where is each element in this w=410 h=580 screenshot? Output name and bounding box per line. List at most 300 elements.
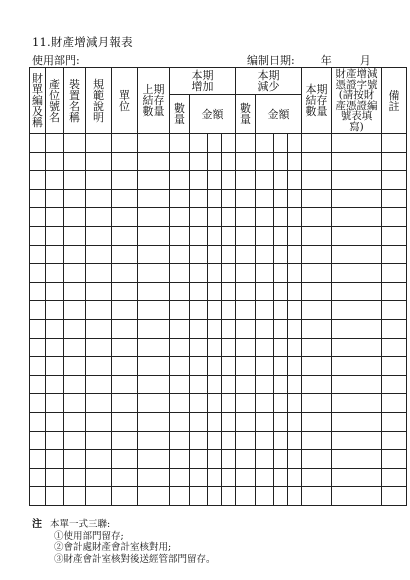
table-cell[interactable]	[190, 394, 208, 413]
table-cell[interactable]	[332, 468, 382, 487]
table-cell[interactable]	[138, 134, 170, 153]
table-cell[interactable]	[138, 431, 170, 450]
table-cell[interactable]	[138, 189, 170, 208]
table-cell[interactable]	[64, 301, 86, 320]
table-cell[interactable]	[112, 319, 138, 338]
table-cell[interactable]	[302, 264, 332, 283]
table-cell[interactable]	[46, 357, 64, 376]
table-cell[interactable]	[64, 450, 86, 469]
table-cell[interactable]	[46, 264, 64, 283]
table-cell[interactable]	[236, 319, 256, 338]
table-cell[interactable]	[208, 171, 222, 190]
table-cell[interactable]	[30, 301, 46, 320]
table-cell[interactable]	[86, 152, 112, 171]
table-cell[interactable]	[236, 375, 256, 394]
table-cell[interactable]	[382, 338, 407, 357]
table-cell[interactable]	[86, 171, 112, 190]
table-cell[interactable]	[46, 226, 64, 245]
table-cell[interactable]	[170, 468, 190, 487]
table-cell[interactable]	[236, 468, 256, 487]
table-cell[interactable]	[64, 264, 86, 283]
table-cell[interactable]	[302, 450, 332, 469]
table-cell[interactable]	[302, 152, 332, 171]
table-cell[interactable]	[332, 394, 382, 413]
table-cell[interactable]	[138, 375, 170, 394]
table-cell[interactable]	[288, 134, 302, 153]
table-cell[interactable]	[302, 394, 332, 413]
table-cell[interactable]	[170, 226, 190, 245]
table-cell[interactable]	[274, 375, 288, 394]
table-cell[interactable]	[288, 412, 302, 431]
table-cell[interactable]	[30, 487, 46, 506]
table-cell[interactable]	[138, 264, 170, 283]
table-cell[interactable]	[222, 301, 236, 320]
table-cell[interactable]	[288, 468, 302, 487]
table-cell[interactable]	[208, 264, 222, 283]
table-cell[interactable]	[46, 338, 64, 357]
table-cell[interactable]	[236, 338, 256, 357]
table-cell[interactable]	[138, 357, 170, 376]
table-cell[interactable]	[208, 338, 222, 357]
table-cell[interactable]	[86, 394, 112, 413]
table-cell[interactable]	[64, 245, 86, 264]
table-cell[interactable]	[112, 301, 138, 320]
table-cell[interactable]	[332, 134, 382, 153]
table-cell[interactable]	[46, 394, 64, 413]
table-cell[interactable]	[382, 412, 407, 431]
table-cell[interactable]	[64, 375, 86, 394]
table-cell[interactable]	[30, 152, 46, 171]
table-cell[interactable]	[256, 226, 274, 245]
table-cell[interactable]	[112, 468, 138, 487]
table-cell[interactable]	[30, 171, 46, 190]
table-cell[interactable]	[332, 412, 382, 431]
table-cell[interactable]	[46, 171, 64, 190]
table-cell[interactable]	[208, 245, 222, 264]
table-cell[interactable]	[30, 245, 46, 264]
table-cell[interactable]	[86, 208, 112, 227]
table-cell[interactable]	[30, 189, 46, 208]
table-cell[interactable]	[30, 375, 46, 394]
table-cell[interactable]	[170, 394, 190, 413]
table-cell[interactable]	[86, 264, 112, 283]
table-cell[interactable]	[30, 431, 46, 450]
table-cell[interactable]	[274, 431, 288, 450]
table-cell[interactable]	[208, 189, 222, 208]
table-cell[interactable]	[288, 375, 302, 394]
table-cell[interactable]	[170, 412, 190, 431]
table-cell[interactable]	[190, 319, 208, 338]
table-cell[interactable]	[86, 431, 112, 450]
table-cell[interactable]	[86, 245, 112, 264]
table-cell[interactable]	[30, 264, 46, 283]
table-cell[interactable]	[138, 301, 170, 320]
table-cell[interactable]	[170, 357, 190, 376]
table-cell[interactable]	[288, 264, 302, 283]
table-cell[interactable]	[46, 189, 64, 208]
table-cell[interactable]	[274, 226, 288, 245]
table-cell[interactable]	[64, 338, 86, 357]
table-cell[interactable]	[208, 394, 222, 413]
table-cell[interactable]	[138, 319, 170, 338]
table-cell[interactable]	[302, 487, 332, 506]
table-cell[interactable]	[138, 152, 170, 171]
table-cell[interactable]	[64, 357, 86, 376]
table-cell[interactable]	[170, 282, 190, 301]
table-cell[interactable]	[302, 301, 332, 320]
table-cell[interactable]	[236, 208, 256, 227]
table-cell[interactable]	[382, 208, 407, 227]
table-cell[interactable]	[46, 152, 64, 171]
table-cell[interactable]	[222, 394, 236, 413]
table-cell[interactable]	[64, 208, 86, 227]
table-cell[interactable]	[288, 431, 302, 450]
table-cell[interactable]	[190, 487, 208, 506]
table-cell[interactable]	[288, 319, 302, 338]
table-cell[interactable]	[222, 487, 236, 506]
table-cell[interactable]	[288, 301, 302, 320]
table-cell[interactable]	[236, 152, 256, 171]
table-cell[interactable]	[274, 282, 288, 301]
table-cell[interactable]	[46, 431, 64, 450]
table-cell[interactable]	[46, 319, 64, 338]
table-cell[interactable]	[138, 226, 170, 245]
table-cell[interactable]	[256, 412, 274, 431]
table-cell[interactable]	[302, 208, 332, 227]
table-cell[interactable]	[222, 171, 236, 190]
table-cell[interactable]	[208, 468, 222, 487]
table-cell[interactable]	[256, 357, 274, 376]
table-cell[interactable]	[382, 357, 407, 376]
table-cell[interactable]	[332, 301, 382, 320]
table-cell[interactable]	[170, 375, 190, 394]
table-cell[interactable]	[382, 394, 407, 413]
table-cell[interactable]	[170, 301, 190, 320]
table-cell[interactable]	[256, 301, 274, 320]
table-cell[interactable]	[170, 450, 190, 469]
table-cell[interactable]	[64, 189, 86, 208]
table-cell[interactable]	[382, 431, 407, 450]
table-cell[interactable]	[170, 171, 190, 190]
table-cell[interactable]	[208, 319, 222, 338]
table-cell[interactable]	[236, 171, 256, 190]
table-cell[interactable]	[332, 487, 382, 506]
table-cell[interactable]	[30, 226, 46, 245]
table-cell[interactable]	[64, 134, 86, 153]
table-cell[interactable]	[236, 245, 256, 264]
table-cell[interactable]	[208, 487, 222, 506]
table-cell[interactable]	[236, 450, 256, 469]
table-cell[interactable]	[138, 208, 170, 227]
table-cell[interactable]	[112, 226, 138, 245]
table-cell[interactable]	[256, 264, 274, 283]
table-cell[interactable]	[288, 357, 302, 376]
table-cell[interactable]	[382, 487, 407, 506]
table-cell[interactable]	[170, 152, 190, 171]
table-cell[interactable]	[112, 208, 138, 227]
table-cell[interactable]	[64, 152, 86, 171]
table-cell[interactable]	[86, 412, 112, 431]
table-cell[interactable]	[222, 468, 236, 487]
table-cell[interactable]	[30, 282, 46, 301]
table-cell[interactable]	[86, 319, 112, 338]
table-cell[interactable]	[112, 134, 138, 153]
table-cell[interactable]	[190, 134, 208, 153]
table-cell[interactable]	[86, 282, 112, 301]
table-cell[interactable]	[236, 134, 256, 153]
table-cell[interactable]	[138, 412, 170, 431]
table-cell[interactable]	[222, 375, 236, 394]
table-cell[interactable]	[170, 431, 190, 450]
table-cell[interactable]	[288, 171, 302, 190]
table-cell[interactable]	[112, 431, 138, 450]
table-cell[interactable]	[190, 450, 208, 469]
table-cell[interactable]	[64, 487, 86, 506]
table-cell[interactable]	[64, 226, 86, 245]
table-cell[interactable]	[288, 226, 302, 245]
table-cell[interactable]	[256, 431, 274, 450]
table-cell[interactable]	[288, 338, 302, 357]
table-cell[interactable]	[190, 301, 208, 320]
table-cell[interactable]	[256, 189, 274, 208]
table-cell[interactable]	[190, 375, 208, 394]
table-cell[interactable]	[382, 282, 407, 301]
table-cell[interactable]	[170, 134, 190, 153]
table-cell[interactable]	[302, 412, 332, 431]
table-cell[interactable]	[190, 264, 208, 283]
table-cell[interactable]	[302, 468, 332, 487]
table-cell[interactable]	[64, 394, 86, 413]
table-cell[interactable]	[86, 468, 112, 487]
table-cell[interactable]	[256, 245, 274, 264]
table-cell[interactable]	[190, 171, 208, 190]
table-cell[interactable]	[222, 357, 236, 376]
table-cell[interactable]	[190, 338, 208, 357]
table-cell[interactable]	[208, 134, 222, 153]
table-cell[interactable]	[46, 134, 64, 153]
table-cell[interactable]	[190, 189, 208, 208]
table-cell[interactable]	[332, 338, 382, 357]
table-cell[interactable]	[138, 245, 170, 264]
table-cell[interactable]	[222, 134, 236, 153]
table-cell[interactable]	[332, 357, 382, 376]
table-cell[interactable]	[112, 375, 138, 394]
table-cell[interactable]	[332, 282, 382, 301]
table-cell[interactable]	[302, 319, 332, 338]
table-cell[interactable]	[222, 319, 236, 338]
table-cell[interactable]	[274, 301, 288, 320]
table-cell[interactable]	[332, 375, 382, 394]
table-cell[interactable]	[170, 245, 190, 264]
table-cell[interactable]	[208, 282, 222, 301]
table-cell[interactable]	[222, 282, 236, 301]
table-cell[interactable]	[274, 412, 288, 431]
table-cell[interactable]	[138, 338, 170, 357]
table-cell[interactable]	[274, 357, 288, 376]
table-cell[interactable]	[112, 412, 138, 431]
table-cell[interactable]	[302, 431, 332, 450]
table-cell[interactable]	[46, 487, 64, 506]
table-cell[interactable]	[138, 394, 170, 413]
table-cell[interactable]	[222, 338, 236, 357]
table-cell[interactable]	[236, 301, 256, 320]
table-cell[interactable]	[170, 338, 190, 357]
table-cell[interactable]	[30, 357, 46, 376]
table-cell[interactable]	[30, 134, 46, 153]
table-cell[interactable]	[86, 487, 112, 506]
table-cell[interactable]	[222, 208, 236, 227]
table-cell[interactable]	[170, 264, 190, 283]
table-cell[interactable]	[46, 412, 64, 431]
table-cell[interactable]	[236, 394, 256, 413]
table-cell[interactable]	[112, 282, 138, 301]
table-cell[interactable]	[302, 245, 332, 264]
table-cell[interactable]	[112, 171, 138, 190]
table-cell[interactable]	[274, 264, 288, 283]
table-cell[interactable]	[30, 208, 46, 227]
table-cell[interactable]	[86, 375, 112, 394]
table-cell[interactable]	[256, 338, 274, 357]
table-cell[interactable]	[222, 189, 236, 208]
table-cell[interactable]	[382, 468, 407, 487]
table-cell[interactable]	[30, 338, 46, 357]
table-cell[interactable]	[138, 450, 170, 469]
table-cell[interactable]	[208, 208, 222, 227]
table-cell[interactable]	[138, 171, 170, 190]
table-cell[interactable]	[208, 412, 222, 431]
table-cell[interactable]	[112, 487, 138, 506]
table-cell[interactable]	[190, 152, 208, 171]
table-cell[interactable]	[274, 450, 288, 469]
table-cell[interactable]	[46, 282, 64, 301]
table-cell[interactable]	[170, 319, 190, 338]
table-cell[interactable]	[222, 245, 236, 264]
table-cell[interactable]	[64, 171, 86, 190]
table-cell[interactable]	[86, 134, 112, 153]
table-cell[interactable]	[86, 357, 112, 376]
table-cell[interactable]	[382, 189, 407, 208]
table-cell[interactable]	[288, 189, 302, 208]
table-cell[interactable]	[190, 431, 208, 450]
table-cell[interactable]	[256, 282, 274, 301]
table-cell[interactable]	[382, 152, 407, 171]
table-cell[interactable]	[274, 245, 288, 264]
table-cell[interactable]	[382, 319, 407, 338]
table-cell[interactable]	[222, 152, 236, 171]
table-cell[interactable]	[86, 450, 112, 469]
table-cell[interactable]	[332, 226, 382, 245]
table-cell[interactable]	[382, 245, 407, 264]
table-cell[interactable]	[288, 487, 302, 506]
table-cell[interactable]	[256, 468, 274, 487]
table-cell[interactable]	[256, 487, 274, 506]
table-cell[interactable]	[86, 226, 112, 245]
table-cell[interactable]	[236, 357, 256, 376]
table-cell[interactable]	[138, 468, 170, 487]
table-cell[interactable]	[332, 152, 382, 171]
table-cell[interactable]	[382, 171, 407, 190]
table-cell[interactable]	[332, 319, 382, 338]
table-cell[interactable]	[256, 319, 274, 338]
table-cell[interactable]	[288, 394, 302, 413]
table-cell[interactable]	[274, 468, 288, 487]
table-cell[interactable]	[274, 134, 288, 153]
table-cell[interactable]	[112, 264, 138, 283]
table-cell[interactable]	[208, 301, 222, 320]
table-cell[interactable]	[222, 226, 236, 245]
table-cell[interactable]	[64, 319, 86, 338]
table-cell[interactable]	[288, 282, 302, 301]
table-cell[interactable]	[256, 152, 274, 171]
table-cell[interactable]	[64, 282, 86, 301]
table-cell[interactable]	[332, 245, 382, 264]
table-cell[interactable]	[256, 375, 274, 394]
table-cell[interactable]	[236, 412, 256, 431]
table-cell[interactable]	[46, 245, 64, 264]
table-cell[interactable]	[190, 412, 208, 431]
table-cell[interactable]	[236, 189, 256, 208]
table-cell[interactable]	[208, 152, 222, 171]
table-cell[interactable]	[236, 431, 256, 450]
table-cell[interactable]	[256, 208, 274, 227]
table-cell[interactable]	[30, 450, 46, 469]
table-cell[interactable]	[138, 282, 170, 301]
table-cell[interactable]	[112, 152, 138, 171]
table-cell[interactable]	[236, 226, 256, 245]
table-cell[interactable]	[190, 208, 208, 227]
table-cell[interactable]	[170, 189, 190, 208]
table-cell[interactable]	[190, 282, 208, 301]
table-cell[interactable]	[288, 450, 302, 469]
table-cell[interactable]	[256, 450, 274, 469]
table-cell[interactable]	[222, 412, 236, 431]
table-cell[interactable]	[30, 412, 46, 431]
table-cell[interactable]	[222, 431, 236, 450]
table-cell[interactable]	[30, 319, 46, 338]
table-cell[interactable]	[274, 189, 288, 208]
table-cell[interactable]	[332, 189, 382, 208]
table-cell[interactable]	[288, 152, 302, 171]
table-cell[interactable]	[86, 301, 112, 320]
table-cell[interactable]	[138, 487, 170, 506]
table-cell[interactable]	[208, 431, 222, 450]
table-cell[interactable]	[208, 450, 222, 469]
table-cell[interactable]	[256, 394, 274, 413]
table-cell[interactable]	[46, 375, 64, 394]
table-cell[interactable]	[112, 338, 138, 357]
table-cell[interactable]	[86, 338, 112, 357]
table-cell[interactable]	[236, 282, 256, 301]
table-cell[interactable]	[274, 171, 288, 190]
table-cell[interactable]	[274, 152, 288, 171]
table-cell[interactable]	[288, 208, 302, 227]
table-cell[interactable]	[208, 226, 222, 245]
table-cell[interactable]	[302, 375, 332, 394]
table-cell[interactable]	[64, 412, 86, 431]
table-cell[interactable]	[190, 226, 208, 245]
table-cell[interactable]	[256, 134, 274, 153]
table-cell[interactable]	[274, 319, 288, 338]
table-cell[interactable]	[302, 226, 332, 245]
table-cell[interactable]	[302, 134, 332, 153]
table-cell[interactable]	[288, 245, 302, 264]
table-cell[interactable]	[46, 468, 64, 487]
table-cell[interactable]	[190, 357, 208, 376]
table-cell[interactable]	[274, 338, 288, 357]
table-cell[interactable]	[382, 226, 407, 245]
table-cell[interactable]	[64, 431, 86, 450]
table-cell[interactable]	[222, 450, 236, 469]
